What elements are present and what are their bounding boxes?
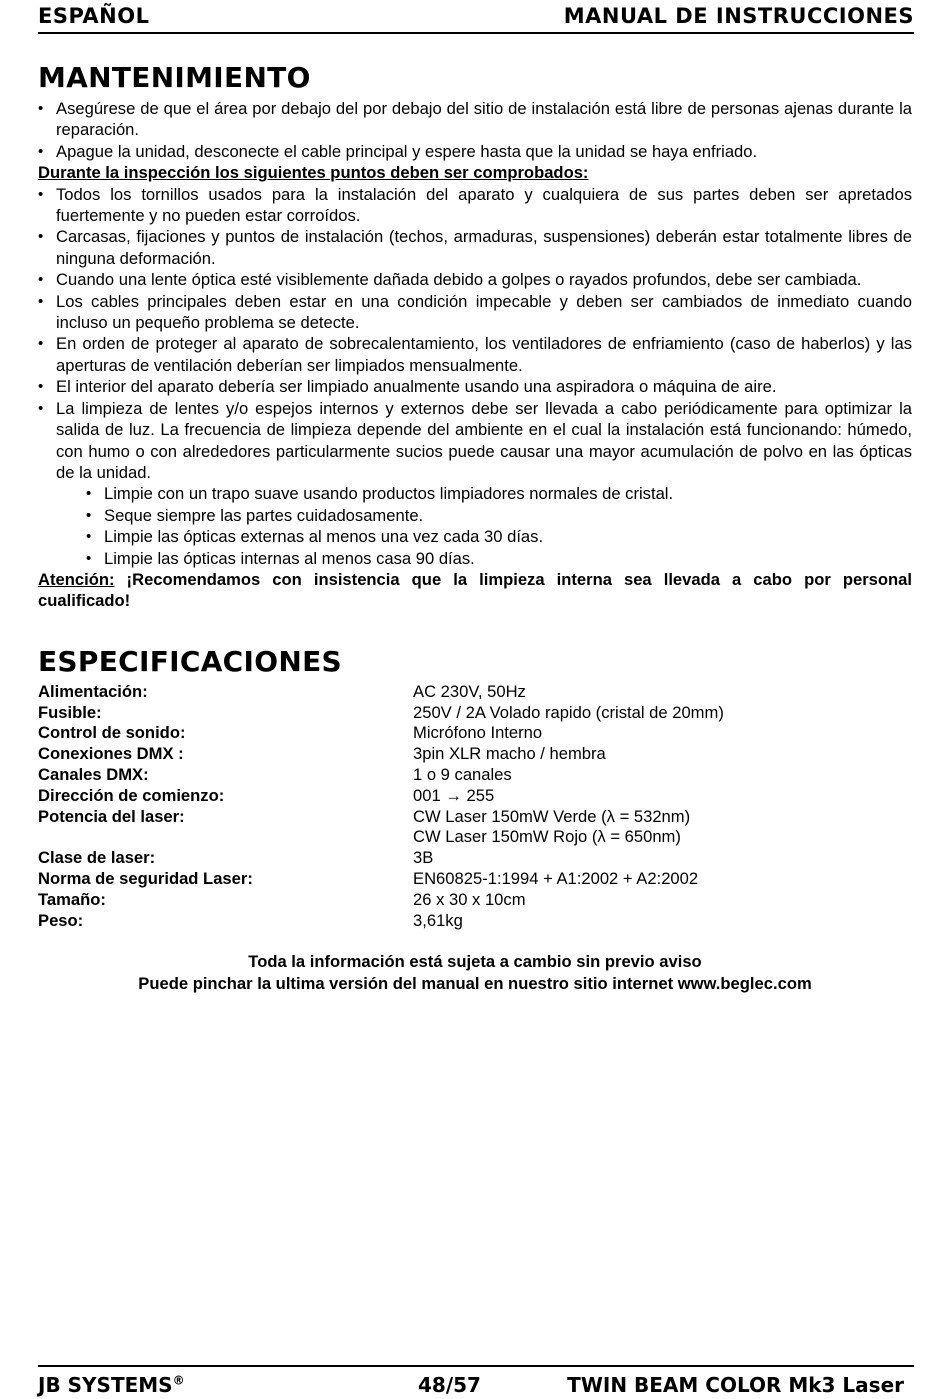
table-row — [38, 682, 912, 703]
list-item: • Seque siempre las partes cuidadosamente. — [86, 505, 912, 526]
spec-value: 26 x 30 x 10cm — [413, 889, 526, 909]
table-row — [38, 723, 912, 744]
spec-label: Dirección de comienzo: — [38, 785, 225, 805]
cleaning-list — [86, 483, 912, 569]
spec-value: 1 o 9 canales — [413, 764, 512, 784]
spec-value: 3pin XLR macho / hembra — [413, 744, 606, 764]
spec-value: 3B — [413, 848, 434, 868]
spec-label: Conexiones DMX : — [38, 744, 184, 764]
specs-title: ESPECIFICACIONES — [38, 644, 342, 678]
spec-value: EN60825-1:1994 + A1:2002 + A2:2002 — [413, 868, 699, 888]
table-row — [38, 807, 912, 828]
spec-label: Potencia del laser: — [38, 806, 185, 826]
product-name: TWIN BEAM COLOR Mk3 Laser — [567, 1373, 904, 1397]
spec-value: Micrófono Interno — [413, 723, 543, 743]
list-item: • Limpie las ópticas internas al menos casa 90 días. — [86, 548, 912, 569]
table-row — [38, 765, 912, 786]
page-number: 48/57 — [418, 1373, 481, 1397]
header-manual-title: MANUAL DE INSTRUCCIONES — [563, 4, 914, 28]
list-item: • En orden de proteger al aparato de sobrecalentamiento, los ventiladores de enfriamiento (caso de haberlos) y las aperturas de ventilación deberían ser limpiados mensualmente. — [38, 333, 912, 376]
spec-value: AC 230V, 50Hz — [413, 681, 526, 701]
maintenance-intro-list — [38, 98, 912, 162]
spec-label: Peso: — [38, 910, 84, 930]
footer-brand — [38, 1373, 185, 1397]
spec-label — [38, 827, 413, 848]
inspection-heading: Durante la inspección los siguientes puntos deben ser comprobados: — [38, 163, 589, 183]
attention-text: ¡Recomendamos con insistencia que la limpieza interna sea llevada a cabo por personal cualificado! — [38, 569, 912, 611]
spec-value: 001 → 255 — [413, 785, 495, 805]
change-notice — [38, 951, 912, 994]
spec-label: Norma de seguridad Laser: — [38, 868, 253, 888]
table-row — [38, 848, 912, 869]
page-footer — [38, 1365, 914, 1399]
spec-label: Alimentación: — [38, 681, 148, 701]
list-item: • La limpieza de lentes y/o espejos internos y externos debe ser llevada a cabo periódicamente para optimizar la salida de luz. La frecuencia de limpieza depende del ambiente en el cual la instalación está funcionando: húmedo, con humo o con alrededores particularmente sucios puede causar una mayor acumulación de polvo en las ópticas de la unidad. — [38, 398, 912, 484]
header-language: ESPAÑOL — [38, 4, 150, 28]
list-item: • El interior del aparato debería ser limpiado anualmente usando una aspiradora o máquina de aire. — [38, 376, 912, 397]
list-item: • Limpie las ópticas externas al menos una vez cada 30 días. — [86, 526, 912, 547]
list-item: • Cuando una lente óptica esté visiblemente dañada debido a golpes o rayados profundos, debe ser cambiada. — [38, 269, 912, 290]
table-row — [38, 744, 912, 765]
brand-name: JB SYSTEMS — [38, 1373, 173, 1397]
page-header — [38, 0, 914, 34]
attention-note — [38, 569, 912, 612]
table-row — [38, 869, 912, 890]
list-item: • Todos los tornillos usados para la instalación del aparato y cualquiera de sus partes deben ser apretados fuertemente y no pueden estar corroídos. — [38, 184, 912, 227]
spec-value: CW Laser 150mW Rojo (λ = 650nm) — [413, 827, 681, 847]
table-row — [38, 890, 912, 911]
attention-label: Atención: — [38, 569, 115, 589]
spec-label: Canales DMX: — [38, 764, 149, 784]
spec-label: Fusible: — [38, 702, 102, 722]
registered-mark: ® — [172, 1373, 185, 1388]
table-row — [38, 786, 912, 807]
spec-label: Clase de laser: — [38, 848, 156, 868]
list-item: • Asegúrese de que el área por debajo del por debajo del sitio de instalación está libre de personas ajenas durante la reparación. — [38, 98, 912, 141]
list-item: • Limpie con un trapo suave usando productos limpiadores normales de cristal. — [86, 483, 912, 504]
page-content — [38, 58, 912, 994]
specs-table — [38, 682, 912, 932]
table-row — [38, 827, 912, 848]
spec-value: CW Laser 150mW Verde (λ = 532nm) — [413, 806, 691, 826]
maintenance-section — [38, 98, 912, 612]
notice-line: Puede pinchar la ultima versión del manual en nuestro sitio internet www.beglec.com — [138, 973, 812, 993]
spec-label: Control de sonido: — [38, 723, 186, 743]
maintenance-title: MANTENIMIENTO — [38, 61, 311, 94]
spec-value: 250V / 2A Volado rapido (cristal de 20mm) — [413, 702, 724, 722]
spec-value: 3,61kg — [413, 910, 463, 930]
list-item: • Carcasas, fijaciones y puntos de instalación (techos, armaduras, suspensiones) deberán estar totalmente libres de ninguna deformación. — [38, 226, 912, 269]
list-item: • Los cables principales deben estar en una condición impecable y deben ser cambiados de inmediato cuando incluso un pequeño problema se detecte. — [38, 291, 912, 334]
list-item: • Apague la unidad, desconecte el cable principal y espere hasta que la unidad se haya enfriado. — [38, 141, 912, 162]
notice-line: Toda la información está sujeta a cambio sin previo aviso — [248, 952, 702, 972]
table-row — [38, 703, 912, 724]
inspection-list — [38, 184, 912, 484]
table-row — [38, 911, 912, 932]
spec-label: Tamaño: — [38, 889, 106, 909]
